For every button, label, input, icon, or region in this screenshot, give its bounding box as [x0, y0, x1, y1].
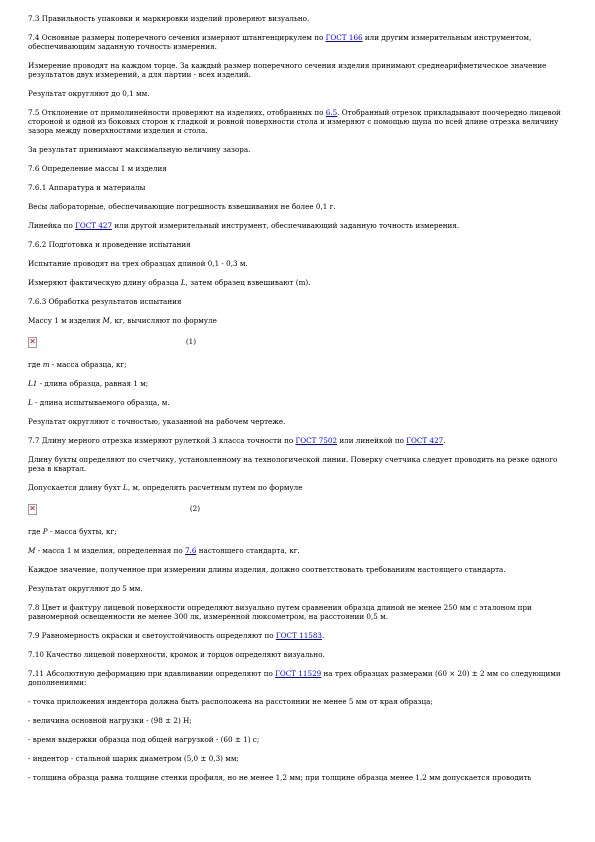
- paragraph-where-mass: [28, 546, 562, 555]
- formula-1-number: (1): [185, 336, 196, 346]
- paragraph-text: 7.11 Абсолютную деформацию при вдавливании определяют по: [28, 669, 276, 678]
- formula-2-row: [28, 502, 562, 516]
- formula-2-number: (2): [189, 503, 200, 513]
- variable-l1: L1: [28, 379, 38, 388]
- paragraph-text: , кг, вычисляют по формуле: [109, 316, 217, 325]
- paragraph-7-10: 7.10 Качество лицевой поверхности, кромок и торцов определяют визуально.: [28, 650, 325, 659]
- link-gost-427[interactable]: ГОСТ 427: [75, 221, 113, 230]
- paragraph-where-l1: [28, 379, 562, 388]
- link-7-6[interactable]: 7.6: [185, 546, 197, 555]
- formula-2-area: [28, 504, 200, 515]
- paragraph-mass-formula-intro: [28, 316, 562, 325]
- paragraph-gap-result: За результат принимают максимальную величину зазора.: [28, 145, 251, 154]
- heading-7-6-3: 7.6.3 Обработка результатов испытания: [28, 297, 182, 306]
- paragraph-7-8: 7.8 Цвет и фактуру лицевой поверхности определяют визуально путем сравнения образца длиной не менее 250 мм с эталоном при равномерной освещенности не менее 300 лк, измеренной люксометром, на расстоянии 0,5 м.: [28, 603, 532, 621]
- paragraph-text: - длина образца, равная 1 м;: [37, 379, 149, 388]
- variable-m: M: [102, 316, 110, 325]
- heading-7-6-1: 7.6.1 Аппаратура и материалы: [28, 183, 146, 192]
- paragraph-text: настоящего стандарта, кг.: [196, 546, 300, 555]
- paragraph-text: - масса бухты, кг;: [47, 527, 117, 536]
- paragraph-each-value: Каждое значение, полученное при измерении длины изделия, должно соответствовать требованиям настоящего стандарта.: [28, 565, 506, 574]
- paragraph-text: .: [322, 631, 325, 640]
- paragraph-measure-length: [28, 278, 562, 287]
- list-item-load: - величина основной нагрузки - (98 ± 2) Н;: [28, 716, 192, 725]
- document-page: [28, 14, 562, 792]
- variable-l: L: [180, 278, 186, 287]
- paragraph-rounding-5mm: Результат округляют до 5 мм.: [28, 584, 143, 593]
- paragraph-text: Допускается длину бухт: [28, 483, 124, 492]
- paragraph-7-11: [28, 669, 562, 687]
- paragraph-where-l: [28, 398, 562, 407]
- paragraph-text: - длина испытываемого образца, м.: [32, 398, 170, 407]
- paragraph-three-samples: Испытание проводят на трех образцах длиной 0,1 - 0,3 м.: [28, 259, 248, 268]
- link-gost-427[interactable]: ГОСТ 427: [406, 436, 444, 445]
- paragraph-text: 7.4 Основные размеры поперечного сечения измеряют штангенциркулем по: [28, 33, 326, 42]
- variable-p: P: [42, 527, 48, 536]
- paragraph-7-5: [28, 108, 562, 135]
- list-item-indenter-point: - точка приложения индентора должна быть расположена на расстоянии не менее 5 мм от края образца;: [28, 697, 433, 706]
- formula-1-area: [28, 337, 196, 348]
- paragraph-measurement: Измерение проводят на каждом торце. За каждый размер поперечного сечения изделия принимают среднеарифметическое значение результатов двух измерений, а для партии - всех изделий.: [28, 61, 547, 79]
- paragraph-text: где: [28, 360, 43, 369]
- variable-l: L: [28, 398, 33, 407]
- paragraph-text: Измеряют фактическую длину образца: [28, 278, 181, 287]
- paragraph-7-4: [28, 33, 562, 51]
- list-item-indenter: - индентор - стальной шарик диаметром (5,0 ± 0,3) мм;: [28, 754, 239, 763]
- link-gost-11583[interactable]: ГОСТ 11583: [275, 631, 323, 640]
- paragraph-where-m: [28, 360, 562, 369]
- paragraph-7-3: 7.3 Правильность упаковки и маркировки изделий проверяют визуально.: [28, 14, 310, 23]
- paragraph-text: - масса 1 м изделия, определенная по: [35, 546, 186, 555]
- paragraph-text: Массу 1 м изделия: [28, 316, 103, 325]
- paragraph-text: .: [443, 436, 446, 445]
- paragraph-text: 7.7 Длину мерного отрезка измеряют рулеткой 3 класса точности по: [28, 436, 296, 445]
- paragraph-rounding-drawing: Результат округляют с точностью, указанной на рабочем чертеже.: [28, 417, 286, 426]
- paragraph-text: или другой измерительный инструмент, обеспечивающий заданную точность измерения.: [112, 221, 460, 230]
- paragraph-text: - масса образца, кг;: [49, 360, 127, 369]
- link-gost-7502[interactable]: ГОСТ 7502: [295, 436, 338, 445]
- paragraph-rounding: Результат округляют до 0,1 мм.: [28, 89, 150, 98]
- variable-m-lower: m: [42, 360, 50, 369]
- heading-7-6: 7.6 Определение массы 1 м изделия: [28, 164, 167, 173]
- paragraph-coil-formula-intro: [28, 483, 562, 492]
- paragraph-coil-length: Длину бухты определяют по счетчику, установленному на технологической линии. Поверку счетчика следует проводить на резке одного реза в квартал.: [28, 455, 558, 473]
- link-gost-11529[interactable]: ГОСТ 11529: [275, 669, 322, 678]
- variable-m: M: [28, 546, 36, 555]
- paragraph-text: 7.9 Равномерность окраски и светоустойчивость определяют по: [28, 631, 276, 640]
- link-6-5[interactable]: 6.5: [325, 108, 338, 117]
- paragraph-text: , затем образец взвешивают (m).: [185, 278, 311, 287]
- paragraph-text: на трех образцах размерами (60 × 20) ± 2 мм со следующими дополнениями:: [28, 669, 561, 687]
- list-item-thickness: - толщина образца равна толщине стенки профиля, но не менее 1,2 мм; при толщине образца менее 1,2 мм допускается проводить: [28, 773, 532, 782]
- link-gost-166[interactable]: ГОСТ 166: [325, 33, 363, 42]
- broken-image-icon: ✕: [29, 337, 36, 346]
- paragraph-scales: Весы лабораторные, обеспечивающие погрешность взвешивания не более 0,1 г.: [28, 202, 336, 211]
- formula-1-row: [28, 335, 562, 349]
- paragraph-text: , м, определять расчетным путем по формуле: [127, 483, 303, 492]
- paragraph-text: 7.5 Отклонение от прямолинейности проверяют на изделиях, отобранных по: [28, 108, 326, 117]
- paragraph-ruler: [28, 221, 562, 230]
- paragraph-text: . Отобранный отрезок прикладывают поочередно лицевой стороной и одной из боковых сторон к гладкой и ровной поверхности стола и измеряют с помощью щупа по всей длине отрезка величину зазора между поверхностями изделия и стола.: [28, 108, 561, 135]
- list-item-hold-time: - время выдержки образца под общей нагрузкой - (60 ± 1) с;: [28, 735, 260, 744]
- heading-7-6-2: 7.6.2 Подготовка и проведение испытания: [28, 240, 191, 249]
- paragraph-text: Линейка по: [28, 221, 76, 230]
- paragraph-text: или другим измерительным инструментом, обеспечивающим заданную точность измерения.: [28, 33, 532, 51]
- broken-image-icon: ✕: [29, 504, 36, 513]
- variable-l: L: [123, 483, 128, 492]
- paragraph-where-p: [28, 527, 562, 536]
- paragraph-text: или линейкой по: [337, 436, 407, 445]
- paragraph-7-9: [28, 631, 562, 640]
- paragraph-7-7: [28, 436, 562, 445]
- paragraph-text: где: [28, 527, 43, 536]
